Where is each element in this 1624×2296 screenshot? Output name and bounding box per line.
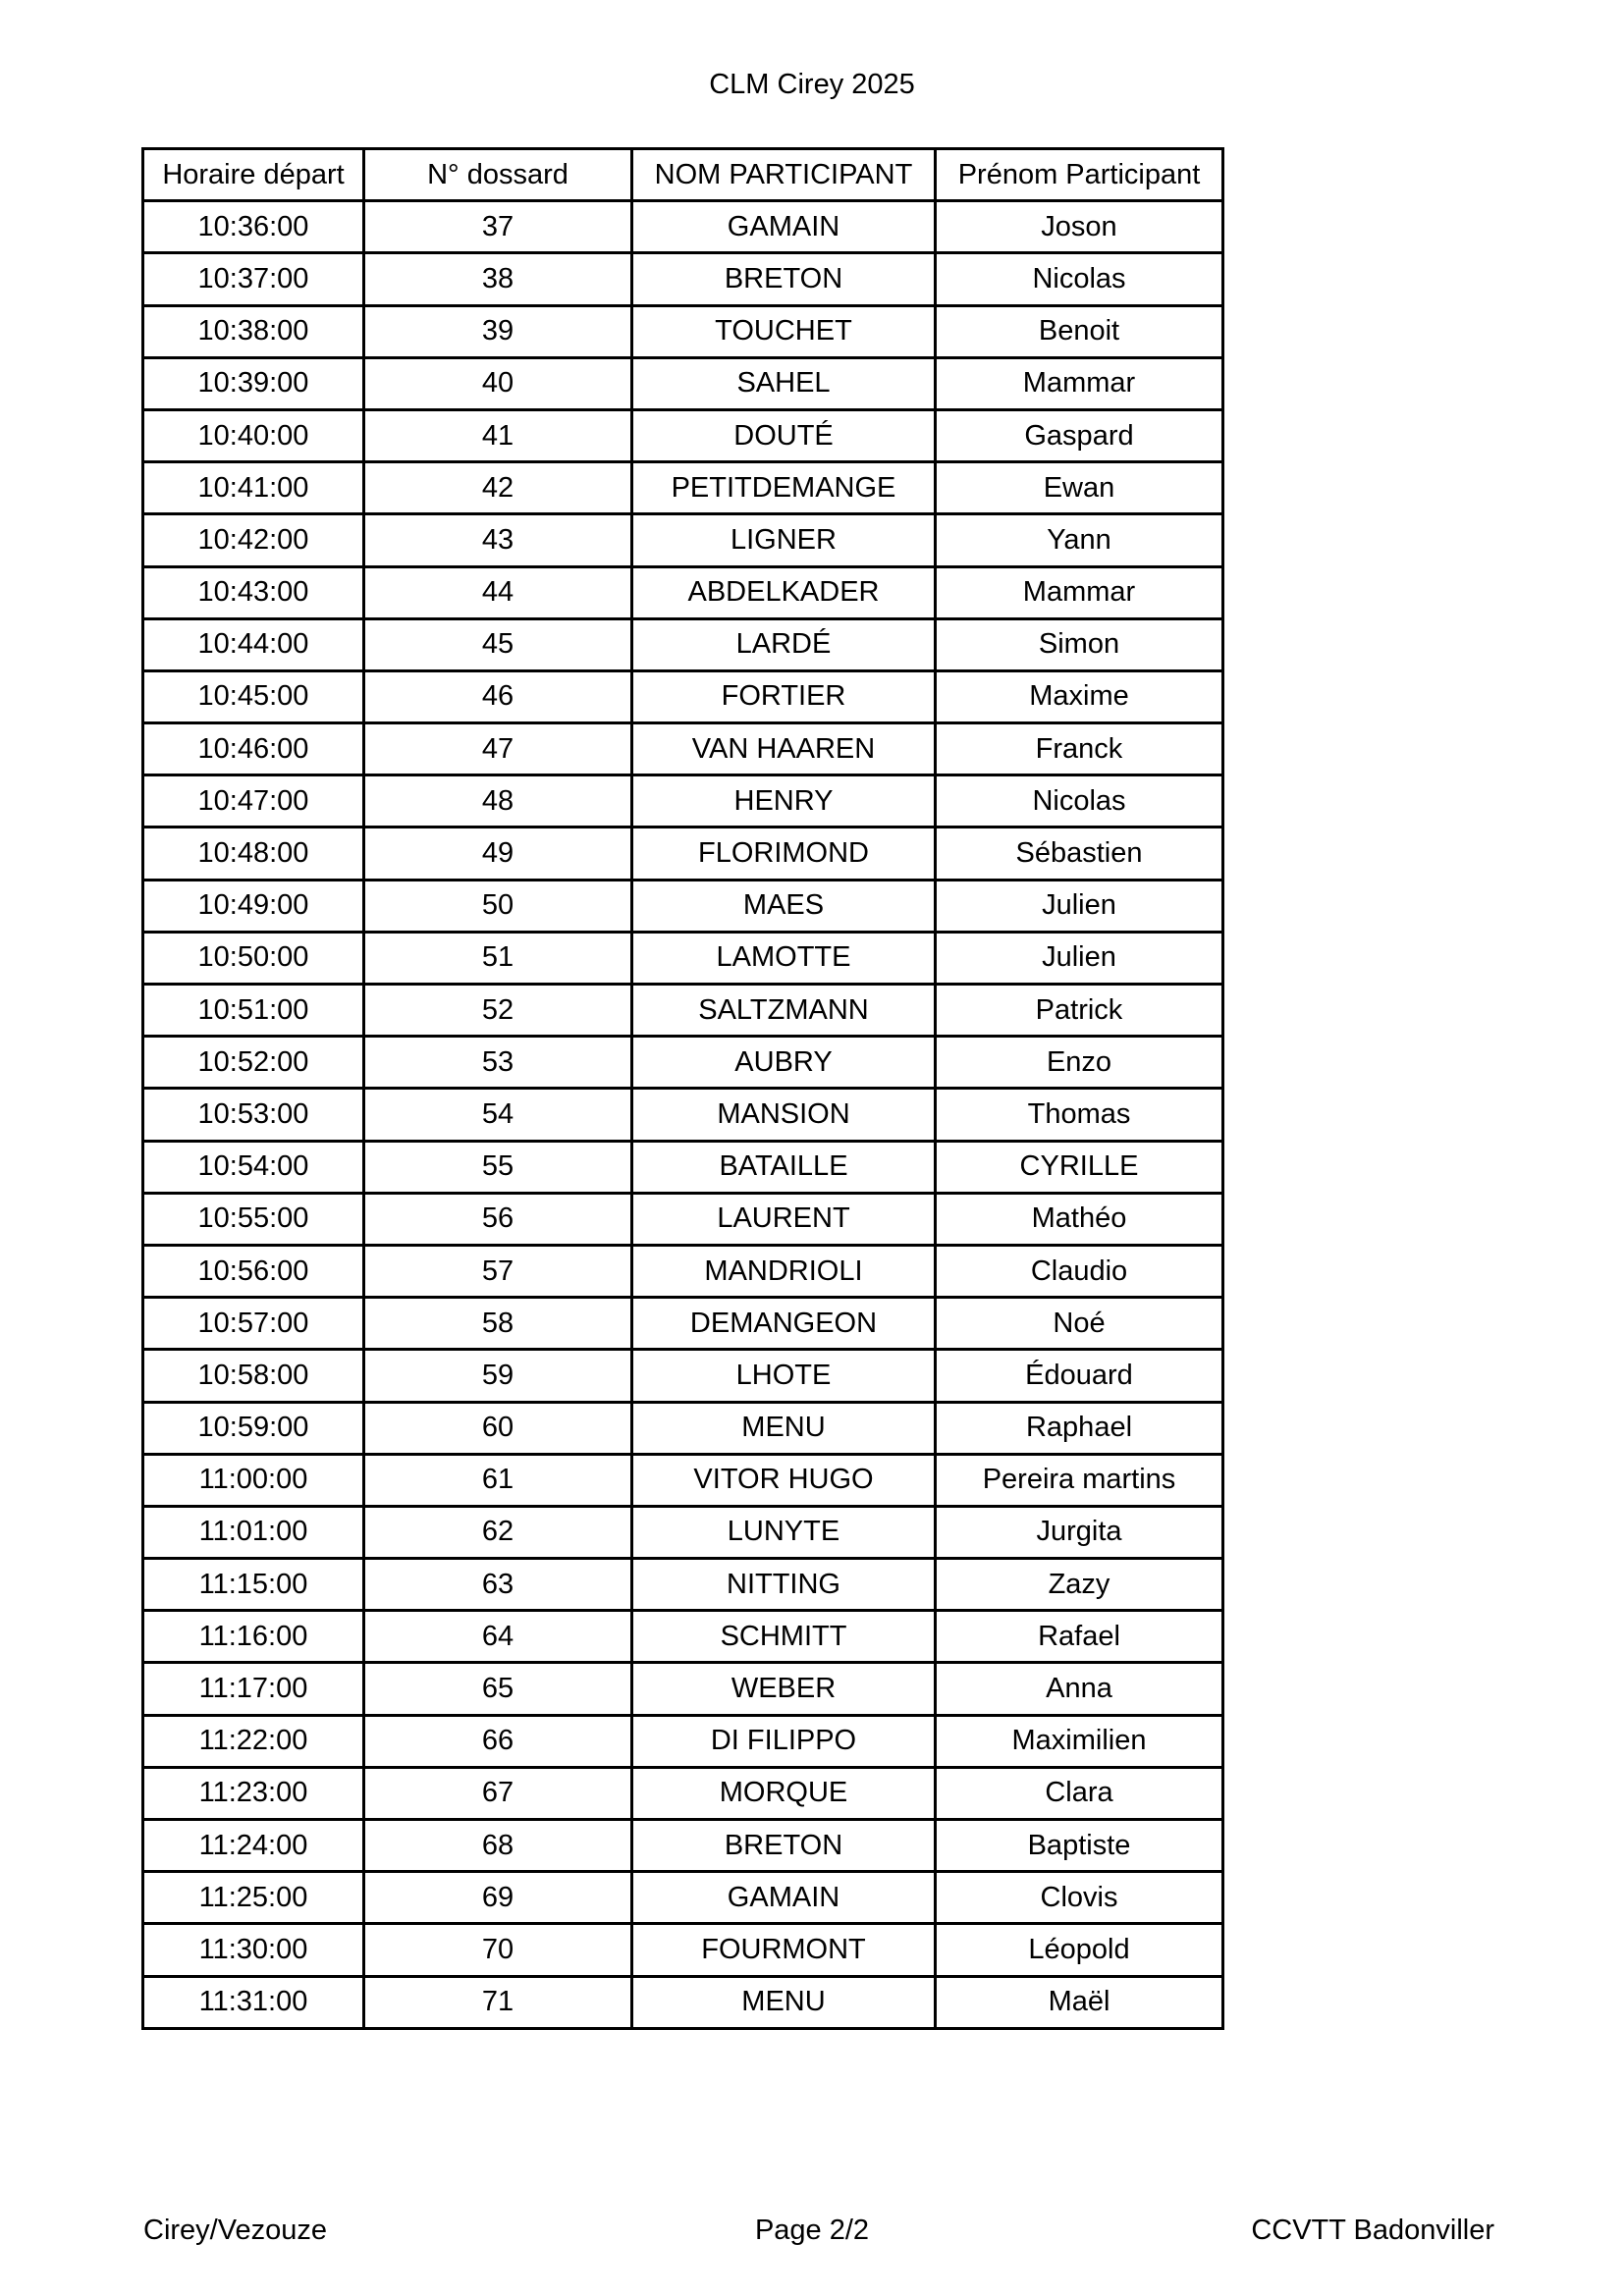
first-name-cell: Thomas [936, 1089, 1223, 1141]
start-time-cell: 10:59:00 [143, 1402, 364, 1454]
last-name-cell: LAURENT [632, 1193, 936, 1245]
last-name-cell: BRETON [632, 253, 936, 305]
start-time-cell: 11:15:00 [143, 1559, 364, 1611]
last-name-cell: VITOR HUGO [632, 1454, 936, 1506]
first-name-cell: Julien [936, 880, 1223, 932]
bib-number-cell: 71 [364, 1976, 632, 2028]
bib-number-cell: 52 [364, 985, 632, 1037]
bib-number-cell: 47 [364, 723, 632, 775]
start-time-cell: 10:49:00 [143, 880, 364, 932]
bib-number-cell: 53 [364, 1037, 632, 1089]
first-name-cell: Clovis [936, 1872, 1223, 1924]
start-list-table [141, 147, 1224, 2030]
last-name-cell: FLORIMOND [632, 828, 936, 880]
header-last-name: NOM PARTICIPANT [632, 149, 936, 201]
header-first-name: Prénom Participant [936, 149, 1223, 201]
table-row [143, 1298, 1223, 1350]
last-name-cell: VAN HAAREN [632, 723, 936, 775]
table-row [143, 828, 1223, 880]
bib-number-cell: 58 [364, 1298, 632, 1350]
table-row [143, 1245, 1223, 1297]
first-name-cell: Rafael [936, 1611, 1223, 1663]
table-row [143, 775, 1223, 828]
bib-number-cell: 49 [364, 828, 632, 880]
bib-number-cell: 63 [364, 1559, 632, 1611]
last-name-cell: GAMAIN [632, 1872, 936, 1924]
start-time-cell: 10:39:00 [143, 357, 364, 409]
bib-number-cell: 54 [364, 1089, 632, 1141]
table-row [143, 1976, 1223, 2028]
start-time-cell: 11:22:00 [143, 1715, 364, 1767]
last-name-cell: DOUTÉ [632, 409, 936, 461]
table-row [143, 1402, 1223, 1454]
table-row [143, 357, 1223, 409]
bib-number-cell: 69 [364, 1872, 632, 1924]
first-name-cell: Jurgita [936, 1506, 1223, 1558]
last-name-cell: HENRY [632, 775, 936, 828]
first-name-cell: Maximilien [936, 1715, 1223, 1767]
last-name-cell: LARDÉ [632, 618, 936, 670]
table-row [143, 1663, 1223, 1715]
last-name-cell: LIGNER [632, 514, 936, 566]
bib-number-cell: 44 [364, 566, 632, 618]
table-row [143, 1089, 1223, 1141]
first-name-cell: Patrick [936, 985, 1223, 1037]
bib-number-cell: 43 [364, 514, 632, 566]
start-time-cell: 10:54:00 [143, 1141, 364, 1193]
start-time-cell: 10:37:00 [143, 253, 364, 305]
bib-number-cell: 45 [364, 618, 632, 670]
bib-number-cell: 55 [364, 1141, 632, 1193]
bib-number-cell: 51 [364, 932, 632, 984]
first-name-cell: Noé [936, 1298, 1223, 1350]
table-row [143, 305, 1223, 357]
first-name-cell: Léopold [936, 1924, 1223, 1976]
last-name-cell: LUNYTE [632, 1506, 936, 1558]
start-time-cell: 11:16:00 [143, 1611, 364, 1663]
first-name-cell: Baptiste [936, 1820, 1223, 1872]
table-row [143, 1611, 1223, 1663]
bib-number-cell: 48 [364, 775, 632, 828]
first-name-cell: Claudio [936, 1245, 1223, 1297]
last-name-cell: FORTIER [632, 670, 936, 722]
first-name-cell: Maxime [936, 670, 1223, 722]
last-name-cell: MENU [632, 1402, 936, 1454]
first-name-cell: Pereira martins [936, 1454, 1223, 1506]
start-time-cell: 10:48:00 [143, 828, 364, 880]
last-name-cell: MANSION [632, 1089, 936, 1141]
bib-number-cell: 60 [364, 1402, 632, 1454]
bib-number-cell: 66 [364, 1715, 632, 1767]
last-name-cell: GAMAIN [632, 201, 936, 253]
start-time-cell: 11:00:00 [143, 1454, 364, 1506]
last-name-cell: PETITDEMANGE [632, 462, 936, 514]
first-name-cell: CYRILLE [936, 1141, 1223, 1193]
bib-number-cell: 56 [364, 1193, 632, 1245]
table-row [143, 1350, 1223, 1402]
start-time-cell: 11:30:00 [143, 1924, 364, 1976]
header-bib-number: N° dossard [364, 149, 632, 201]
bib-number-cell: 68 [364, 1820, 632, 1872]
start-time-cell: 10:58:00 [143, 1350, 364, 1402]
bib-number-cell: 61 [364, 1454, 632, 1506]
start-time-cell: 10:46:00 [143, 723, 364, 775]
first-name-cell: Mammar [936, 357, 1223, 409]
last-name-cell: AUBRY [632, 1037, 936, 1089]
first-name-cell: Édouard [936, 1350, 1223, 1402]
table-row [143, 1506, 1223, 1558]
last-name-cell: FOURMONT [632, 1924, 936, 1976]
table-row [143, 1767, 1223, 1819]
start-time-cell: 10:56:00 [143, 1245, 364, 1297]
table-row [143, 1924, 1223, 1976]
last-name-cell: DI FILIPPO [632, 1715, 936, 1767]
start-time-cell: 11:24:00 [143, 1820, 364, 1872]
start-time-cell: 10:41:00 [143, 462, 364, 514]
start-time-cell: 11:23:00 [143, 1767, 364, 1819]
first-name-cell: Nicolas [936, 253, 1223, 305]
table-row [143, 1820, 1223, 1872]
bib-number-cell: 39 [364, 305, 632, 357]
table-row [143, 723, 1223, 775]
start-time-cell: 10:53:00 [143, 1089, 364, 1141]
bib-number-cell: 38 [364, 253, 632, 305]
table-row [143, 618, 1223, 670]
table-row [143, 932, 1223, 984]
last-name-cell: DEMANGEON [632, 1298, 936, 1350]
start-time-cell: 11:17:00 [143, 1663, 364, 1715]
start-time-cell: 10:51:00 [143, 985, 364, 1037]
last-name-cell: SAHEL [632, 357, 936, 409]
table-row [143, 1715, 1223, 1767]
start-time-cell: 10:47:00 [143, 775, 364, 828]
table-row [143, 1141, 1223, 1193]
last-name-cell: MANDRIOLI [632, 1245, 936, 1297]
first-name-cell: Mammar [936, 566, 1223, 618]
bib-number-cell: 70 [364, 1924, 632, 1976]
last-name-cell: WEBER [632, 1663, 936, 1715]
table-row [143, 462, 1223, 514]
first-name-cell: Zazy [936, 1559, 1223, 1611]
bib-number-cell: 50 [364, 880, 632, 932]
bib-number-cell: 37 [364, 201, 632, 253]
table-row [143, 670, 1223, 722]
first-name-cell: Anna [936, 1663, 1223, 1715]
first-name-cell: Yann [936, 514, 1223, 566]
footer-page-number: Page 2/2 [754, 2215, 870, 2246]
bib-number-cell: 57 [364, 1245, 632, 1297]
last-name-cell: NITTING [632, 1559, 936, 1611]
last-name-cell: ABDELKADER [632, 566, 936, 618]
table-row [143, 1559, 1223, 1611]
first-name-cell: Clara [936, 1767, 1223, 1819]
header-start-time: Horaire départ [143, 149, 364, 201]
start-time-cell: 11:01:00 [143, 1506, 364, 1558]
table-row [143, 201, 1223, 253]
table-header-row [143, 149, 1223, 201]
last-name-cell: MENU [632, 1976, 936, 2028]
first-name-cell: Gaspard [936, 409, 1223, 461]
bib-number-cell: 62 [364, 1506, 632, 1558]
first-name-cell: Julien [936, 932, 1223, 984]
table-row [143, 253, 1223, 305]
table-row [143, 1872, 1223, 1924]
last-name-cell: BRETON [632, 1820, 936, 1872]
last-name-cell: MORQUE [632, 1767, 936, 1819]
first-name-cell: Raphael [936, 1402, 1223, 1454]
last-name-cell: MAES [632, 880, 936, 932]
bib-number-cell: 41 [364, 409, 632, 461]
start-time-cell: 10:40:00 [143, 409, 364, 461]
start-time-cell: 10:55:00 [143, 1193, 364, 1245]
first-name-cell: Enzo [936, 1037, 1223, 1089]
last-name-cell: BATAILLE [632, 1141, 936, 1193]
start-time-cell: 11:31:00 [143, 1976, 364, 2028]
start-time-cell: 11:25:00 [143, 1872, 364, 1924]
start-time-cell: 10:44:00 [143, 618, 364, 670]
last-name-cell: LAMOTTE [632, 932, 936, 984]
table-row [143, 1193, 1223, 1245]
bib-number-cell: 65 [364, 1663, 632, 1715]
first-name-cell: Nicolas [936, 775, 1223, 828]
bib-number-cell: 40 [364, 357, 632, 409]
first-name-cell: Franck [936, 723, 1223, 775]
first-name-cell: Mathéo [936, 1193, 1223, 1245]
table-row [143, 985, 1223, 1037]
bib-number-cell: 46 [364, 670, 632, 722]
table-row [143, 880, 1223, 932]
table-row [143, 514, 1223, 566]
start-time-cell: 10:43:00 [143, 566, 364, 618]
start-time-cell: 10:52:00 [143, 1037, 364, 1089]
last-name-cell: TOUCHET [632, 305, 936, 357]
first-name-cell: Simon [936, 618, 1223, 670]
footer-club-name: CCVTT Badonviller [1251, 2215, 1494, 2246]
start-time-cell: 10:45:00 [143, 670, 364, 722]
start-time-cell: 10:57:00 [143, 1298, 364, 1350]
first-name-cell: Sébastien [936, 828, 1223, 880]
first-name-cell: Benoit [936, 305, 1223, 357]
last-name-cell: SALTZMANN [632, 985, 936, 1037]
first-name-cell: Ewan [936, 462, 1223, 514]
table-body [143, 201, 1223, 2029]
start-time-cell: 10:38:00 [143, 305, 364, 357]
table-row [143, 1454, 1223, 1506]
page-title: CLM Cirey 2025 [709, 69, 915, 100]
last-name-cell: LHOTE [632, 1350, 936, 1402]
first-name-cell: Maël [936, 1976, 1223, 2028]
bib-number-cell: 59 [364, 1350, 632, 1402]
footer-location: Cirey/Vezouze [143, 2215, 327, 2246]
start-time-cell: 10:36:00 [143, 201, 364, 253]
start-time-cell: 10:42:00 [143, 514, 364, 566]
bib-number-cell: 42 [364, 462, 632, 514]
table-row [143, 409, 1223, 461]
table-row [143, 566, 1223, 618]
bib-number-cell: 64 [364, 1611, 632, 1663]
start-time-cell: 10:50:00 [143, 932, 364, 984]
table-row [143, 1037, 1223, 1089]
first-name-cell: Joson [936, 201, 1223, 253]
last-name-cell: SCHMITT [632, 1611, 936, 1663]
bib-number-cell: 67 [364, 1767, 632, 1819]
